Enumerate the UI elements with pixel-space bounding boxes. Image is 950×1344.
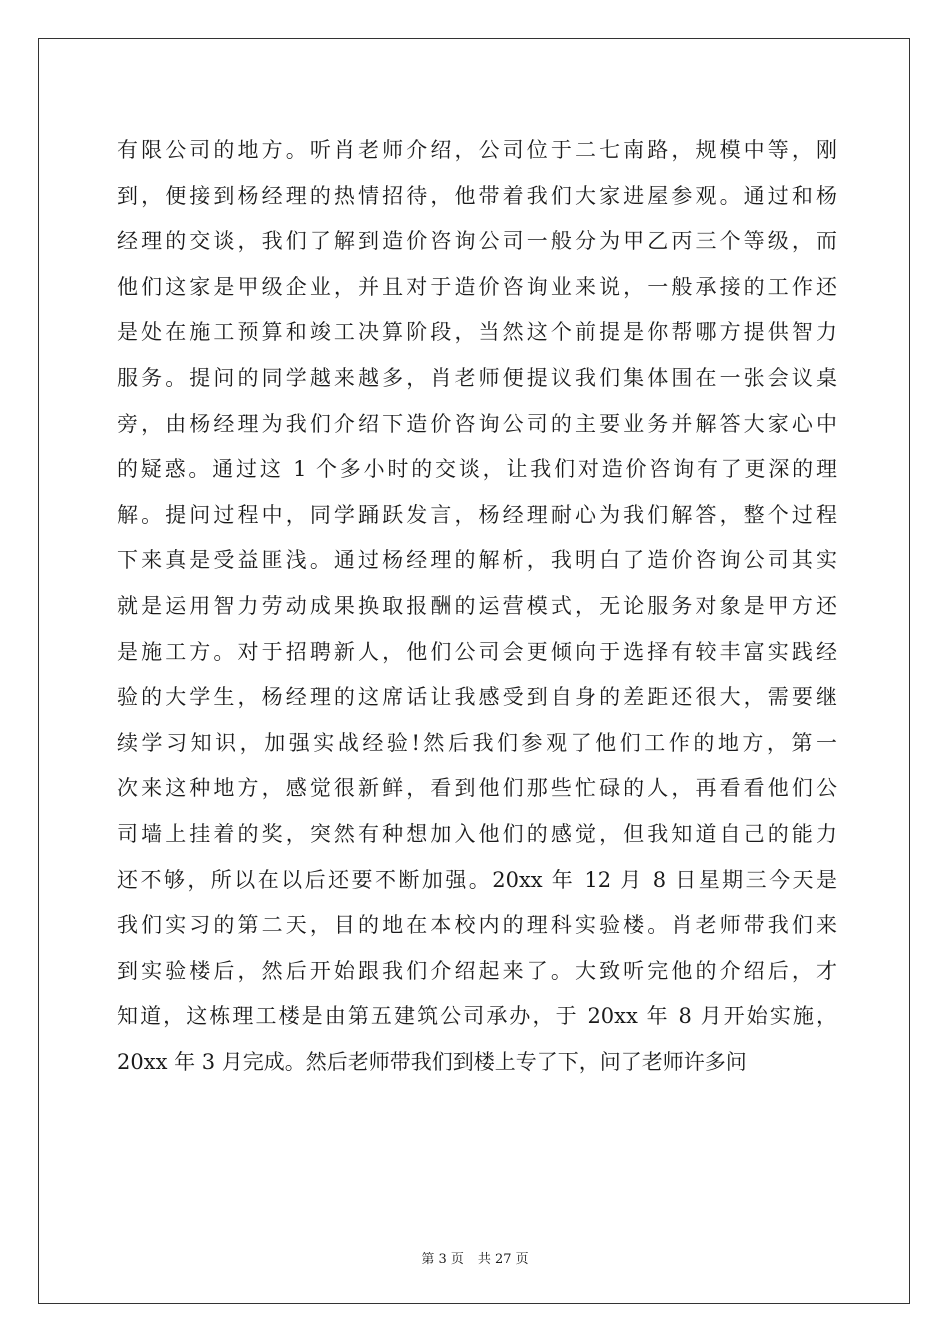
text-line: 有限公司的地方。听肖老师介绍，公司位于二七南路，规模中等，刚 bbox=[117, 138, 837, 162]
document-body bbox=[117, 128, 837, 1085]
text-line: 是处在施工预算和竣工决算阶段，当然这个前提是你帮哪方提供智力 bbox=[117, 320, 837, 345]
text-line: 到，便接到杨经理的热情招待，他带着我们大家进屋参观。通过和杨 bbox=[117, 183, 837, 208]
page-total: 共 27 页 bbox=[477, 1252, 529, 1267]
text-line: 20xx 年 3 月完成。然后老师带我们到楼上专了下，问了老师许多问 bbox=[117, 1049, 747, 1074]
text-line: 我们实习的第二天，目的地在本校内的理科实验楼。肖老师带我们来 bbox=[117, 913, 837, 938]
text-line: 司墙上挂着的奖，突然有种想加入他们的感觉，但我知道自己的能力 bbox=[117, 821, 837, 846]
page-number: 第 3 页 bbox=[421, 1252, 464, 1267]
text-line: 就是运用智力劳动成果换取报酬的运营模式，无论服务对象是甲方还 bbox=[117, 593, 837, 618]
text-line: 下来真是受益匪浅。通过杨经理的解析，我明白了造价咨询公司其实 bbox=[117, 548, 837, 573]
text-line: 知道，这栋理工楼是由第五建筑公司承办，于 20xx 年 8 月开始实施， bbox=[117, 1004, 837, 1029]
text-line: 还不够，所以在以后还要不断加强。20xx 年 12 月 8 日星期三今天是 bbox=[117, 867, 837, 892]
text-line: 解。提问过程中，同学踊跃发言，杨经理耐心为我们解答，整个过程 bbox=[117, 502, 837, 527]
text-line: 经理的交谈，我们了解到造价咨询公司一般分为甲乙丙三个等级，而 bbox=[117, 229, 837, 254]
text-line: 服务。提问的同学越来越多，肖老师便提议我们集体围在一张会议桌 bbox=[117, 365, 837, 390]
page-footer bbox=[0, 1248, 950, 1267]
text-line: 是施工方。对于招聘新人，他们公司会更倾向于选择有较丰富实践经 bbox=[117, 639, 837, 664]
text-line: 的疑惑。通过这 1 个多小时的交谈，让我们对造价咨询有了更深的理 bbox=[117, 457, 837, 482]
text-line: 续学习知识，加强实战经验!然后我们参观了他们工作的地方，第一 bbox=[117, 730, 837, 755]
text-line: 旁，由杨经理为我们介绍下造价咨询公司的主要业务并解答大家心中 bbox=[117, 411, 837, 436]
text-line: 次来这种地方，感觉很新鲜，看到他们那些忙碌的人，再看看他们公 bbox=[117, 776, 837, 801]
text-line: 验的大学生，杨经理的这席话让我感受到自身的差距还很大，需要继 bbox=[117, 685, 837, 710]
text-line: 到实验楼后，然后开始跟我们介绍起来了。大致听完他的介绍后，才 bbox=[117, 958, 837, 983]
text-line: 他们这家是甲级企业，并且对于造价咨询业来说，一般承接的工作还 bbox=[117, 274, 837, 299]
